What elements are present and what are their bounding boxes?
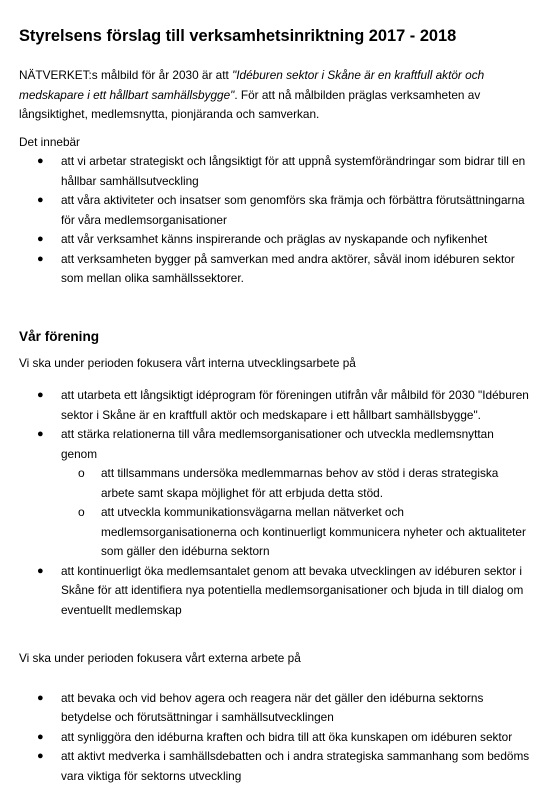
bullet-icon: ● xyxy=(37,152,44,172)
sub-list-item: o att utveckla kommunikationsvägarna mellan nätverket och medlemsorganisationerna och kontinuerligt kommunicera nyheter och aktualiteter som gäller den idéburna sektorn xyxy=(61,503,530,562)
list-item: ● att verksamheten bygger på samverkan med andra aktörer, såväl inom idéburen sektor som mellan olika samhällssektorer. xyxy=(19,250,530,289)
bullet-icon: ● xyxy=(37,250,44,270)
sub-list-item: o att tillsammans undersöka medlemmarnas behov av stöd i deras strategiska arbete samt skapa möjlighet för att erbjuda detta stöd. xyxy=(61,464,530,503)
list-item: ● att synliggöra den idéburna kraften och bidra till att öka kunskapen om idéburen sektor xyxy=(19,728,530,748)
section-heading-forening: Vår förening xyxy=(19,328,530,346)
intro-suffix: . För att nå målbilden präglas verksamheten av långsiktighet, medlemsnytta, pionjäranda och samverkan. xyxy=(19,88,480,122)
list-item: ● att utarbeta ett långsiktigt idéprogram för föreningen utifrån vår målbild för 2030 "Idéburen sektor i Skåne är en kraftfull aktör och medskapare i ett hållbart samhällsbygge". xyxy=(19,386,530,425)
bullet-icon: ● xyxy=(37,747,44,767)
list-item: ● att stärka relationerna till våra medlemsorganisationer och utveckla medlemsnyttan genom o att tillsammans undersöka medlemmarnas behov av stöd i deras strategiska arbete samt skapa möjlighet för att erbjuda detta stöd. o att utveckla kommunikationsvägarna mellan nätverket och medlemsorganisationerna och kontinuerligt kommunicera nyheter och aktualiteter som gäller den idéburna sektorn xyxy=(19,425,530,562)
document-title: Styrelsens förslag till verksamhetsinriktning 2017 - 2018 xyxy=(19,26,530,46)
forening-lead: Vi ska under perioden fokusera vårt interna utvecklingsarbete på xyxy=(19,354,530,374)
innebar-label: Det innebär xyxy=(19,133,530,153)
hollow-bullet-icon: o xyxy=(78,503,85,523)
list-item: ● att bevaka och vid behov agera och reagera när det gäller den idéburna sektorns betydelse och förutsättningar i samhällsutvecklingen xyxy=(19,689,530,728)
list-item: ● att kontinuerligt öka medlemsantalet genom att bevaka utvecklingen av idéburen sektor i Skåne för att identifiera nya potentiella medlemsorganisationer och bjuda in till dialog om eventuellt medlemskap xyxy=(19,562,530,621)
externa-lead: Vi ska under perioden fokusera vårt externa arbete på xyxy=(19,649,530,669)
bullet-icon: ● xyxy=(37,191,44,211)
list-item: ● att aktivt medverka i samhällsdebatten och i andra strategiska sammanhang som bedöms vara viktiga för sektorns utveckling xyxy=(19,747,530,786)
bullet-icon: ● xyxy=(37,562,44,582)
bullet-icon: ● xyxy=(37,425,44,445)
bullet-icon: ● xyxy=(37,728,44,748)
forening-sublist xyxy=(61,464,530,562)
intro-prefix: NÄTVERKET:s målbild för år 2030 är att xyxy=(19,68,232,82)
externa-list xyxy=(19,689,530,786)
bullet-icon: ● xyxy=(37,230,44,250)
list-item: ● att vår verksamhet känns inspirerande och präglas av nyskapande och nyfikenhet xyxy=(19,230,530,250)
forening-list xyxy=(19,386,530,620)
bullet-icon: ● xyxy=(37,386,44,406)
bullet-icon: ● xyxy=(37,689,44,709)
list-item: ● att våra aktiviteter och insatser som genomförs ska främja och förbättra förutsättningarna för våra medlemsorganisationer xyxy=(19,191,530,230)
intro-quote: "Idéburen sektor i Skåne är en kraftfull aktör och medskapare i ett hållbart samhällsbygge" xyxy=(19,68,484,102)
list-item: ● att vi arbetar strategiskt och långsiktigt för att uppnå systemförändringar som bidrar till en hållbar samhällsutveckling xyxy=(19,152,530,191)
intro-paragraph xyxy=(19,66,530,125)
hollow-bullet-icon: o xyxy=(78,464,85,484)
innebar-list xyxy=(19,152,530,289)
